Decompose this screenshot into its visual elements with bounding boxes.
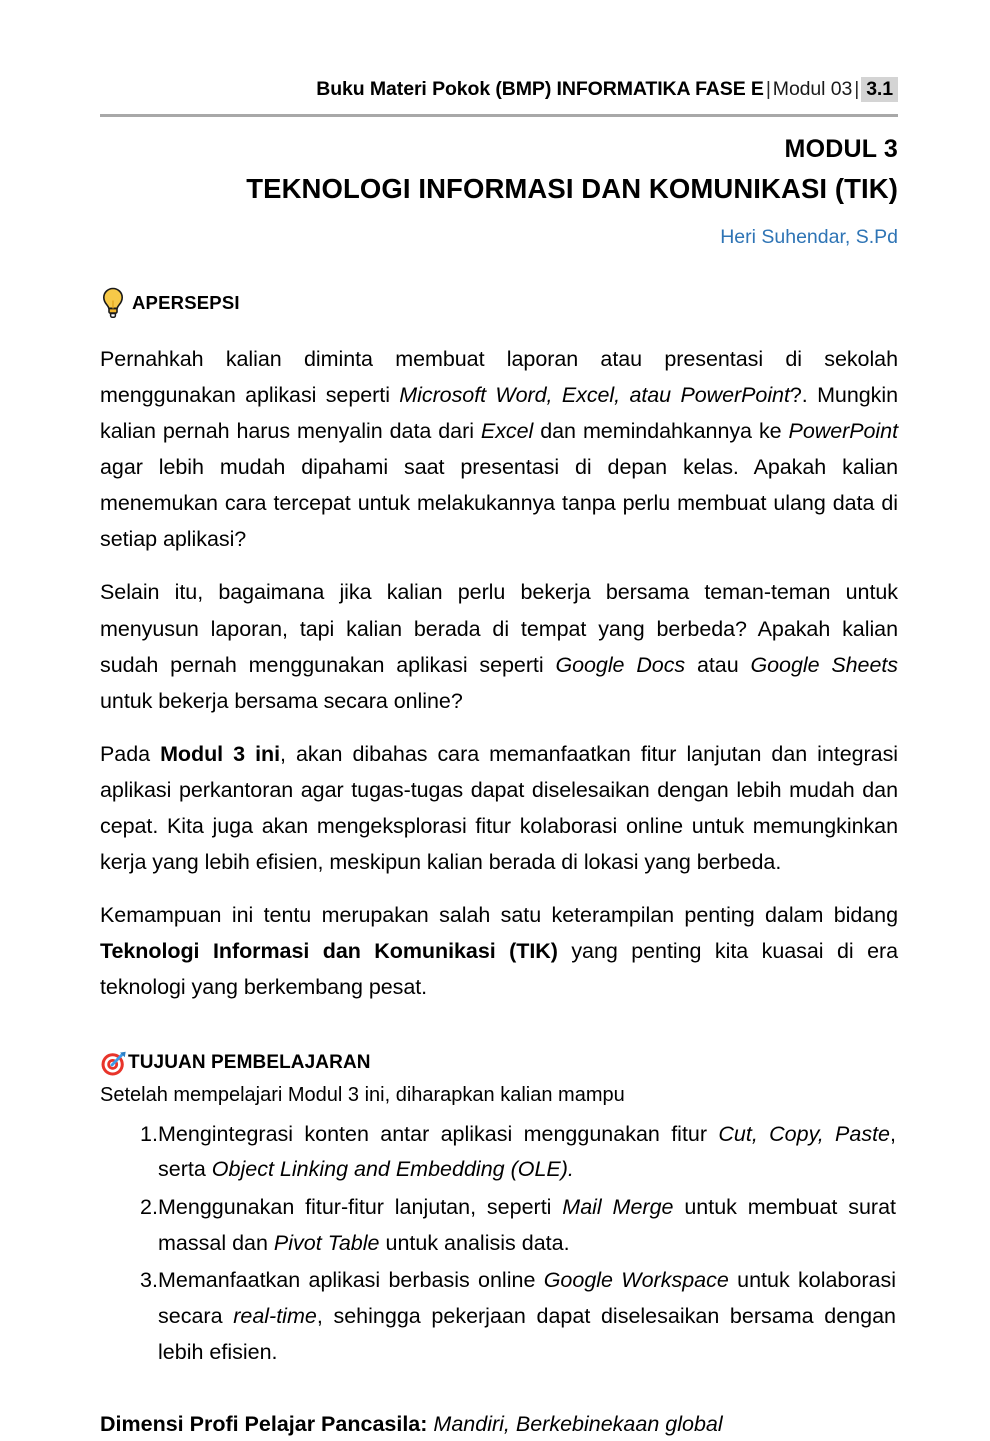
module-label: MODUL 3 <box>784 135 898 164</box>
apersepsi-paragraph-3: Pada Modul 3 ini, akan dibahas cara memanfaatkan fitur lanjutan dan integrasi aplikasi perkantoran agar tugas-tugas dapat diselesaikan dengan lebih mudah dan cepat. Kita juga akan mengeksplorasi fitur kolaborasi online untuk memungkinkan kerja yang lebih efisien, meskipun kalian berada di lokasi yang berbeda. <box>100 741 898 875</box>
list-item-text: Menggunakan fitur-fitur lanjutan, seperti Mail Merge untuk membuat surat massal dan Pivot Table untuk analisis data. <box>158 1194 897 1255</box>
header-page-number: 3.1 <box>861 77 898 102</box>
tujuan-intro: Setelah mempelajari Modul 3 ini, diharapkan kalian mampu <box>100 1083 625 1106</box>
dimensi-label: Dimensi Profi Pelajar Pancasila: <box>100 1412 428 1437</box>
header-title: Buku Materi Pokok (BMP) INFORMATIKA FASE E <box>316 78 764 100</box>
author-name: Heri Suhendar, S.Pd <box>720 226 898 249</box>
apersepsi-paragraph-4: Kemampuan ini tentu merupakan salah satu keterampilan penting dalam bidang Teknologi Informasi dan Komunikasi (TIK) yang penting kita kuasai di era teknologi yang berkembang pesat. <box>100 903 898 1000</box>
list-item-number: 2. <box>140 1194 158 1219</box>
header-separator-2: | <box>854 78 860 100</box>
running-header <box>100 78 898 101</box>
list-item-number: 3. <box>140 1268 158 1293</box>
list-item <box>100 1190 898 1261</box>
header-separator-1: | <box>765 78 771 100</box>
title-block <box>100 134 898 250</box>
section-heading-apersepsi <box>100 287 898 319</box>
header-divider <box>100 114 898 117</box>
dimensi-value: Mandiri, Berkebinekaan global <box>433 1412 723 1437</box>
tujuan-label: TUJUAN PEMBELAJARAN <box>128 1052 371 1074</box>
list-item-text: Mengintegrasi konten antar aplikasi menggunakan fitur Cut, Copy, Paste, serta Object Linking and Embedding (OLE). <box>158 1121 896 1182</box>
apersepsi-paragraph-2: Selain itu, bagaimana jika kalian perlu bekerja bersama teman-teman untuk menyusun laporan, tapi kalian berada di tempat yang berbeda? Apakah kalian sudah pernah menggunakan aplikasi seperti Google Docs atau Google Sheets untuk bekerja bersama secara online? <box>100 580 898 713</box>
tujuan-list <box>100 1117 898 1371</box>
list-item-number: 1. <box>140 1121 158 1146</box>
section-heading-tujuan <box>100 1050 898 1077</box>
apersepsi-label: APERSEPSI <box>132 291 240 313</box>
target-dart-icon <box>100 1050 127 1077</box>
page-title: TEKNOLOGI INFORMASI DAN KOMUNIKASI (TIK) <box>246 172 898 204</box>
lightbulb-icon <box>100 287 126 319</box>
list-item <box>100 1117 898 1188</box>
dimensi-profil-line <box>100 1408 898 1440</box>
header-module: Modul 03 <box>772 78 853 100</box>
list-item-text: Memanfaatkan aplikasi berbasis online Google Workspace untuk kolaborasi secara real-time, sehingga pekerjaan dapat diselesaikan bersama dengan lebih efisien. <box>158 1268 896 1364</box>
list-item <box>100 1263 898 1370</box>
apersepsi-paragraph-1: Pernahkah kalian diminta membuat laporan atau presentasi di sekolah menggunakan aplikasi seperti Microsoft Word, Excel, atau PowerPoint?. Mungkin kalian pernah harus menyalin data dari Excel dan memindahkannya ke PowerPoint agar lebih mudah dipahami saat presentasi di depan kelas. Apakah kalian menemukan cara tercepat untuk melakukannya tanpa perlu membuat ulang data di setiap aplikasi? <box>100 346 898 552</box>
